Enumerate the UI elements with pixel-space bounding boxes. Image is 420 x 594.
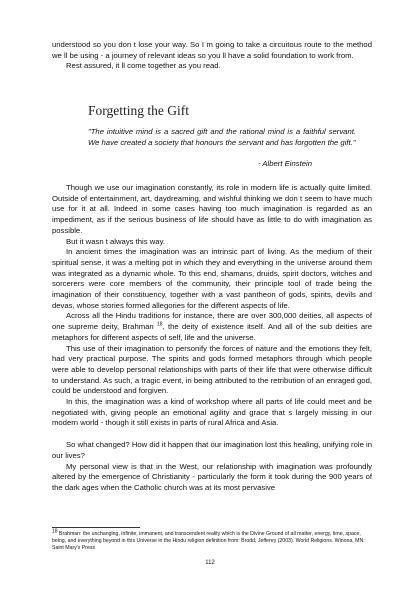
body-paragraph: My personal view is that in the West, our relationship with imagination was profoundly altered by the emergence of Christianity - particularly the form it took during the 900 years of the dark ages when the Catholic church was at its most pervasive bbox=[52, 461, 372, 492]
footnote bbox=[52, 528, 372, 552]
footnote-text: Brahman: the unchanging, infinite, immanent, and transcendent reality which is the Divine Ground of all matter, energy, time, space, being, and everything beyond in this Universe in the Hindu religion definition from: Brodd, Jefferey (2003). World Religions. Winona, MN: Saint Mary's Press bbox=[52, 531, 365, 551]
paragraph-text: , the deity of existence itself. And all of the sub deities are metaphors for different aspects of self, life and the universe. bbox=[52, 322, 372, 342]
intro-paragraph: Rest assured, it ll come together as you read. bbox=[66, 61, 221, 71]
intro-paragraph: understood so you don t lose your way. So I m going to take a circuitous route to the method we ll be using - a journey of relevant ideas so you ll have a solid foundation to work from. bbox=[52, 40, 372, 60]
footnote-reference: 18 bbox=[157, 321, 163, 328]
footnote-marker: 18 bbox=[52, 528, 58, 535]
body-paragraph: So what changed? How did it happen that our imagination lost this healing, unifying role in our lives? bbox=[52, 440, 372, 460]
body-paragraph: But it wasn t always this way. bbox=[66, 236, 165, 246]
body-paragraph: In ancient times the imagination was an intrinsic part of living. As the medium of their spiritual sense, it was a melting pot in which they and everything in the universe around them was integrated as a dynamic whole. To this end, shamans, druids, spirit doctors, witches and sorcerers were core members of the community, their principle tool of trade being the imagination of their constituency, together with a vast pantheon of gods, spirits, devils and devas, whose stories formed allegories for the different aspects of life. bbox=[52, 247, 372, 310]
footnote-divider bbox=[52, 527, 140, 528]
section-heading: Forgetting the Gift bbox=[88, 103, 189, 118]
body-paragraph: In this, the imagination was a kind of workshop where all parts of life could meet and be negotiated with, giving people an emotional agility and grace that s largely missing in our modern world - though it still exists in parts of rural Africa and Asia. bbox=[52, 397, 372, 428]
paragraph-text: Across all the Hindu traditions for instance, there are over 300,000 deities, all aspects of one supreme deity, Brahman bbox=[52, 311, 372, 332]
page-number: 112 bbox=[205, 560, 215, 566]
main-text bbox=[52, 183, 372, 494]
intro-text bbox=[52, 40, 372, 72]
body-paragraph bbox=[52, 311, 372, 343]
epigraph-attribution: - Albert Einstein bbox=[258, 159, 312, 168]
body-paragraph: Though we use our imagination constantly, its role in modern life is actually quite limited. Outside of entertainment, art, daydreaming, and wishful thinking we don t seem to have much use for it at all. Indeed in some cases having too much imagination is regarded as an impediment, as if the serious business of life should have as little to do with imagination as possible. bbox=[52, 183, 372, 235]
epigraph-quote: "The intuitive mind is a sacred gift and the rational mind is a faithful servant. We have created a society that honours the servant and has forgotten the gift." bbox=[88, 127, 356, 147]
body-paragraph: This use of their imagination to personify the forces of nature and the emotions they felt, had very practical purpose. The spirits and gods formed metaphors through which people were able to develop personal relationships with parts of their life that were otherwise difficult to understand. As such, a tragic event, in being attributed to the retribution of an enraged god, could be understood and forgiven. bbox=[52, 343, 372, 396]
